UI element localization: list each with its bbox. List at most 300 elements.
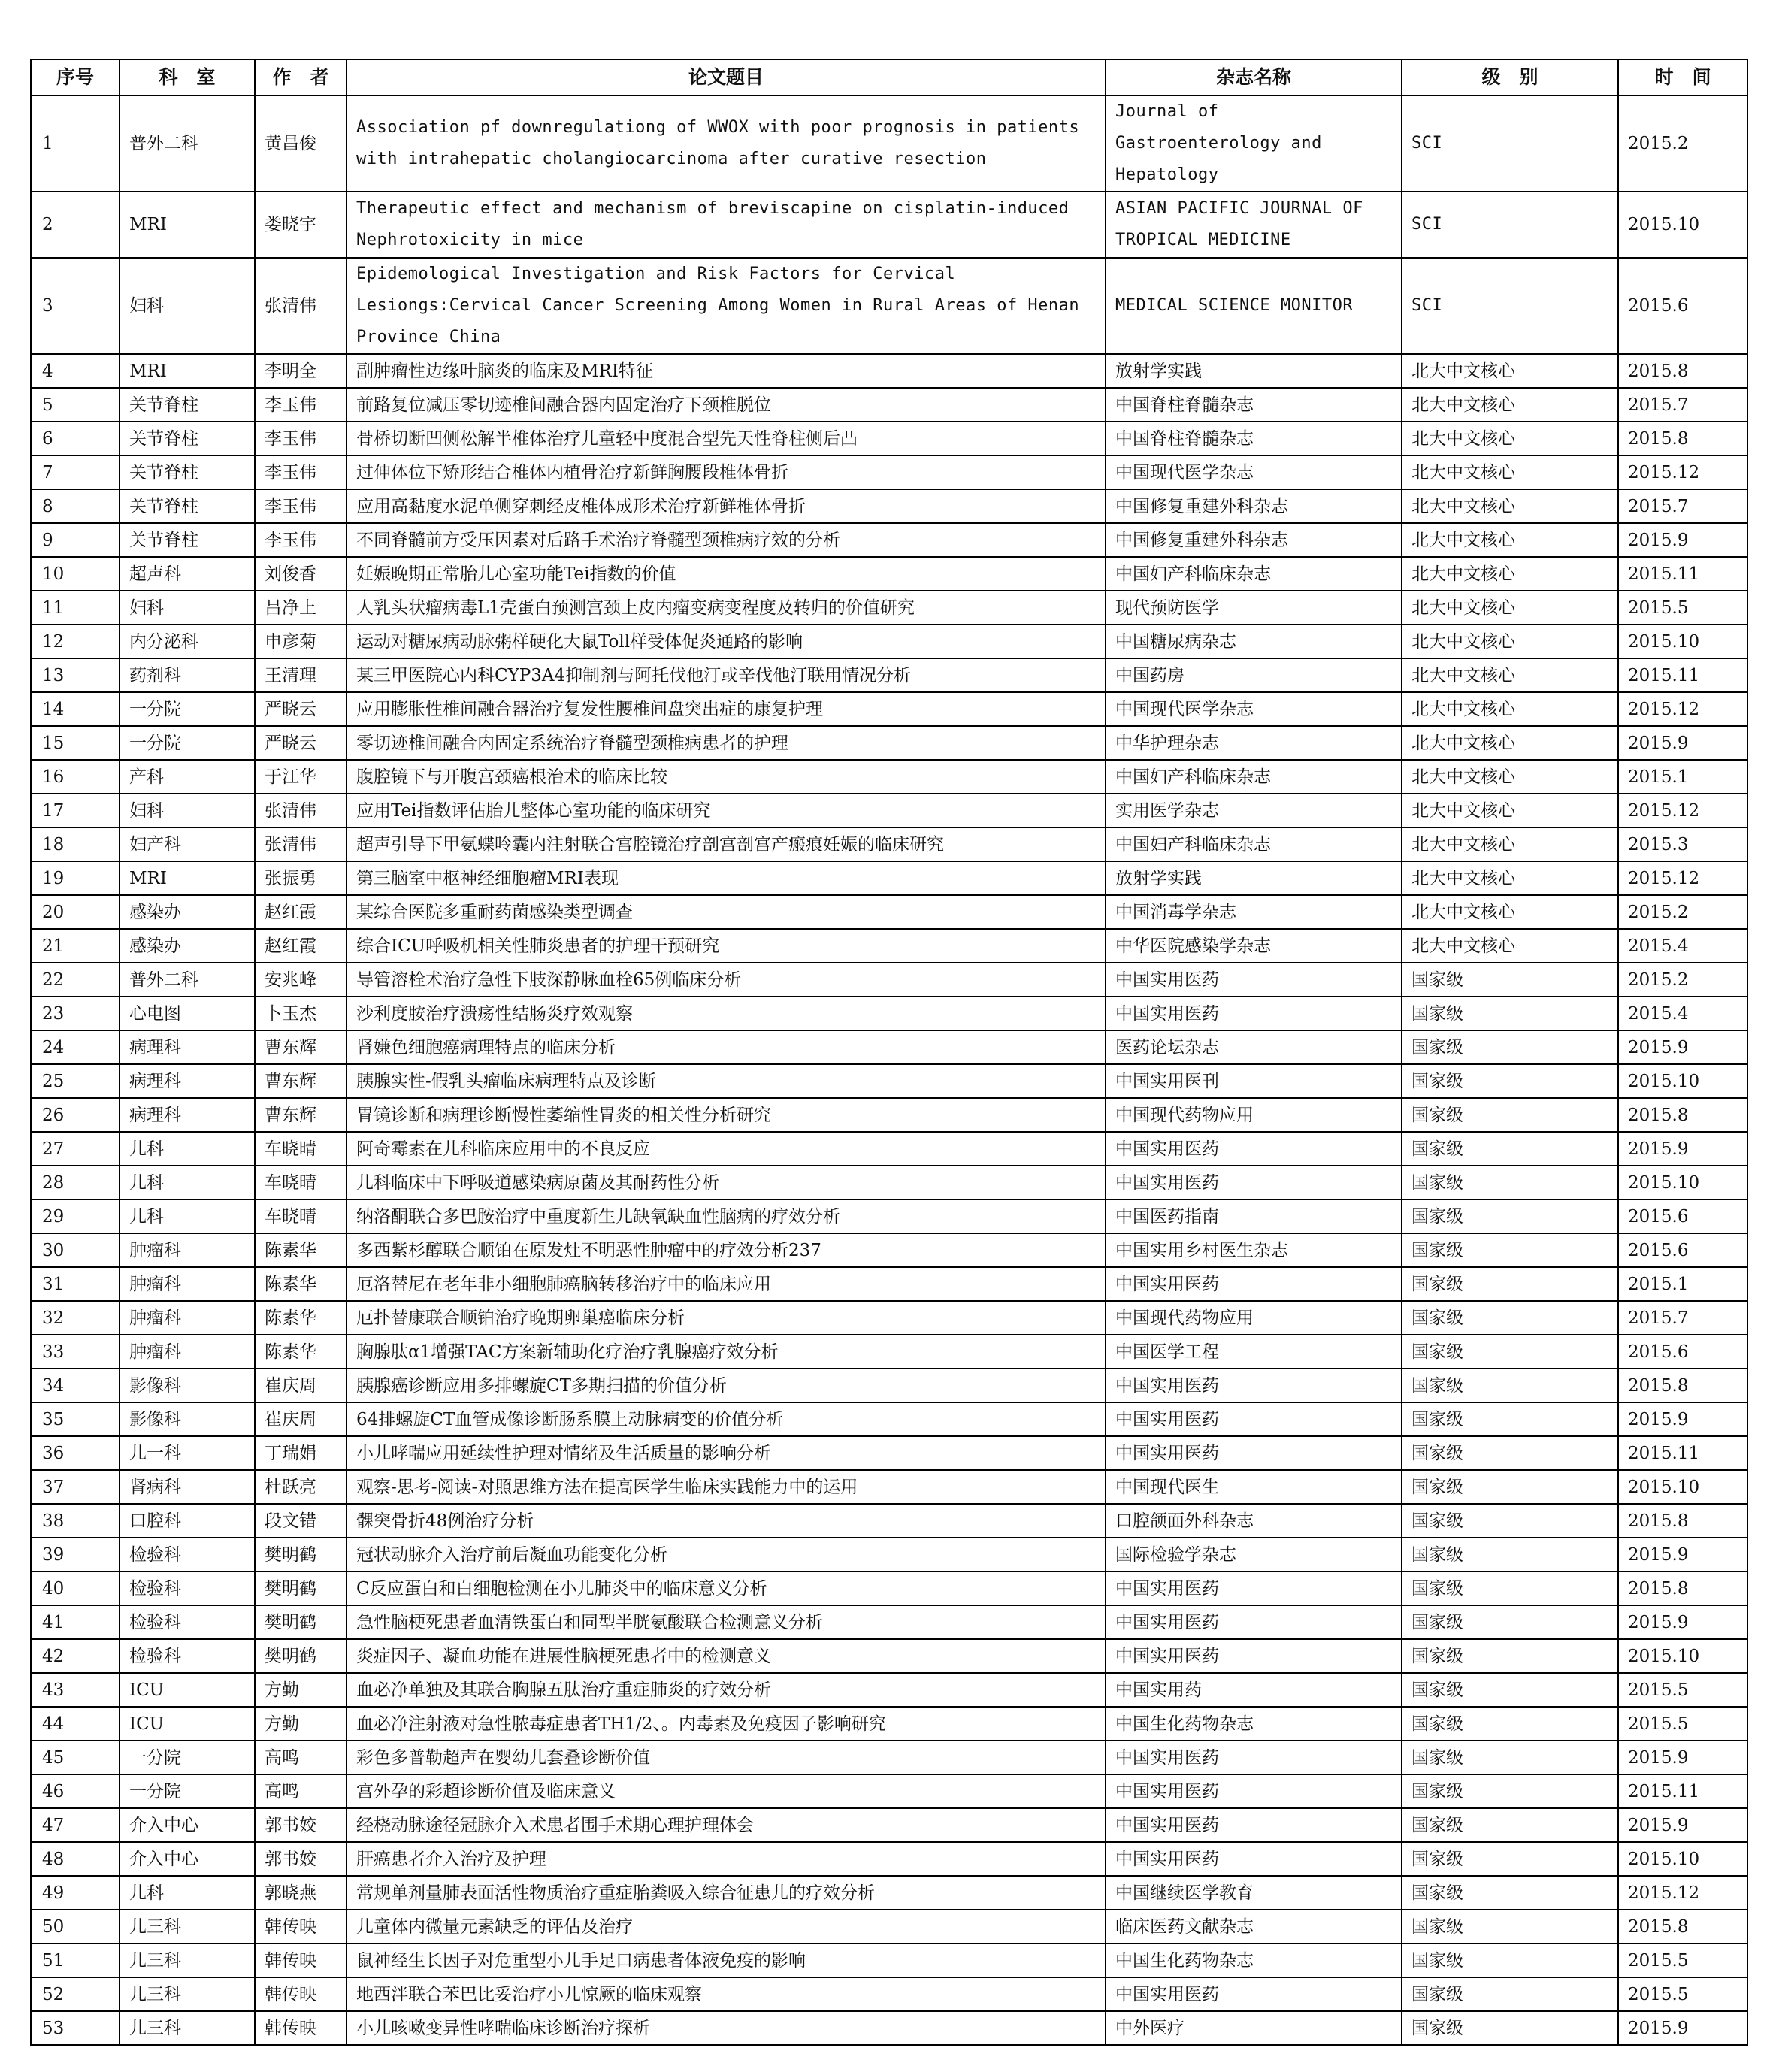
table-row [31, 929, 1747, 963]
row-index: 46 [31, 1774, 120, 1808]
row-department: 影像科 [120, 1402, 255, 1436]
row-level: 国家级 [1402, 963, 1618, 997]
row-author: 郭书姣 [255, 1808, 346, 1842]
row-level: 北大中文核心 [1402, 489, 1618, 523]
row-paper-title: 冠状动脉介入治疗前后凝血功能变化分析 [346, 1538, 1106, 1571]
row-index: 15 [31, 726, 120, 760]
table-row [31, 388, 1747, 422]
row-level: 国家级 [1402, 1605, 1618, 1639]
row-index: 40 [31, 1571, 120, 1605]
row-department: 儿科 [120, 1166, 255, 1199]
row-department: MRI [120, 354, 255, 388]
row-date: 2015.8 [1618, 1571, 1747, 1605]
row-paper-title: 沙利度胺治疗溃疡性结肠炎疗效观察 [346, 997, 1106, 1030]
row-journal: 中国脊柱脊髓杂志 [1106, 388, 1402, 422]
row-level: 北大中文核心 [1402, 455, 1618, 489]
row-date: 2015.4 [1618, 929, 1747, 963]
row-level: 北大中文核心 [1402, 895, 1618, 929]
row-index: 50 [31, 1910, 120, 1943]
row-paper-title: 小儿哮喘应用延续性护理对情绪及生活质量的影响分析 [346, 1436, 1106, 1470]
row-date: 2015.9 [1618, 523, 1747, 557]
row-author: 刘俊香 [255, 557, 346, 591]
row-department: 儿三科 [120, 1910, 255, 1943]
row-department: 关节脊柱 [120, 388, 255, 422]
row-paper-title: 过伸体位下矫形结合椎体内植骨治疗新鲜胸腰段椎体骨折 [346, 455, 1106, 489]
row-author: 丁瑞娟 [255, 1436, 346, 1470]
table-row [31, 1741, 1747, 1774]
row-author: 樊明鹤 [255, 1538, 346, 1571]
row-journal: 中国实用医药 [1106, 1369, 1402, 1402]
row-index: 14 [31, 692, 120, 726]
row-paper-title: 髁突骨折48例治疗分析 [346, 1504, 1106, 1538]
header-department: 科 室 [120, 59, 255, 95]
row-journal: 中国药房 [1106, 658, 1402, 692]
row-date: 2015.9 [1618, 1132, 1747, 1166]
row-level: 北大中文核心 [1402, 625, 1618, 658]
row-index: 33 [31, 1335, 120, 1369]
row-paper-title: 厄扑替康联合顺铂治疗晚期卵巢癌临床分析 [346, 1301, 1106, 1335]
row-journal: 放射学实践 [1106, 861, 1402, 895]
row-index: 34 [31, 1369, 120, 1402]
row-department: 病理科 [120, 1030, 255, 1064]
row-index: 37 [31, 1470, 120, 1504]
row-author: 段文错 [255, 1504, 346, 1538]
row-author: 车晓晴 [255, 1166, 346, 1199]
header-journal: 杂志名称 [1106, 59, 1402, 95]
table-row [31, 95, 1747, 192]
row-date: 2015.4 [1618, 997, 1747, 1030]
row-index: 48 [31, 1842, 120, 1876]
row-department: 检验科 [120, 1605, 255, 1639]
row-date: 2015.8 [1618, 354, 1747, 388]
row-index: 10 [31, 557, 120, 591]
row-department: 病理科 [120, 1064, 255, 1098]
row-journal: 口腔颌面外科杂志 [1106, 1504, 1402, 1538]
row-journal: 中华护理杂志 [1106, 726, 1402, 760]
row-index: 43 [31, 1673, 120, 1707]
row-journal: 中国妇产科临床杂志 [1106, 557, 1402, 591]
row-date: 2015.12 [1618, 1876, 1747, 1910]
row-level: 北大中文核心 [1402, 827, 1618, 861]
row-journal: 中国现代药物应用 [1106, 1098, 1402, 1132]
row-index: 1 [31, 95, 120, 192]
row-author: 车晓晴 [255, 1132, 346, 1166]
row-date: 2015.10 [1618, 1470, 1747, 1504]
row-journal: 放射学实践 [1106, 354, 1402, 388]
row-paper-title: Association pf downregulationg of WWOX with poor prognosis in patients with intrahepatic cholangiocarcinoma after curative resection [346, 95, 1106, 192]
row-journal: 中国实用医药 [1106, 1808, 1402, 1842]
row-date: 2015.12 [1618, 861, 1747, 895]
header-date: 时 间 [1618, 59, 1747, 95]
row-level: 国家级 [1402, 1741, 1618, 1774]
table-row [31, 726, 1747, 760]
row-department: MRI [120, 861, 255, 895]
row-author: 王清理 [255, 658, 346, 692]
header-index: 序号 [31, 59, 120, 95]
row-department: 关节脊柱 [120, 422, 255, 455]
row-paper-title: 常规单剂量肺表面活性物质治疗重症胎粪吸入综合征患儿的疗效分析 [346, 1876, 1106, 1910]
row-date: 2015.10 [1618, 625, 1747, 658]
table-row [31, 997, 1747, 1030]
table-row [31, 895, 1747, 929]
row-level: 国家级 [1402, 1369, 1618, 1402]
row-date: 2015.6 [1618, 258, 1747, 354]
row-journal: 中国修复重建外科杂志 [1106, 523, 1402, 557]
row-author: 李明全 [255, 354, 346, 388]
row-department: 一分院 [120, 692, 255, 726]
row-level: 国家级 [1402, 1470, 1618, 1504]
row-paper-title: 胰腺癌诊断应用多排螺旋CT多期扫描的价值分析 [346, 1369, 1106, 1402]
row-author: 李玉伟 [255, 455, 346, 489]
table-row [31, 625, 1747, 658]
row-level: 国家级 [1402, 1707, 1618, 1741]
row-journal: 中国实用乡村医生杂志 [1106, 1233, 1402, 1267]
row-paper-title: 地西泮联合苯巴比妥治疗小儿惊厥的临床观察 [346, 1977, 1106, 2011]
row-level: 北大中文核心 [1402, 658, 1618, 692]
row-department: 肿瘤科 [120, 1335, 255, 1369]
row-date: 2015.8 [1618, 1369, 1747, 1402]
publication-table [30, 59, 1748, 2046]
row-department: 儿三科 [120, 1943, 255, 1977]
row-date: 2015.10 [1618, 1166, 1747, 1199]
row-journal: 中国妇产科临床杂志 [1106, 760, 1402, 794]
row-date: 2015.5 [1618, 1943, 1747, 1977]
header-author: 作 者 [255, 59, 346, 95]
row-author: 张清伟 [255, 794, 346, 827]
table-row [31, 794, 1747, 827]
header-row [31, 59, 1747, 95]
row-level: 国家级 [1402, 1943, 1618, 1977]
table-row [31, 455, 1747, 489]
row-department: 关节脊柱 [120, 523, 255, 557]
row-department: 肿瘤科 [120, 1233, 255, 1267]
table-row [31, 1808, 1747, 1842]
table-row [31, 489, 1747, 523]
row-department: 感染办 [120, 929, 255, 963]
table-row [31, 1267, 1747, 1301]
table-row [31, 1470, 1747, 1504]
row-paper-title: 纳洛酮联合多巴胺治疗中重度新生儿缺氧缺血性脑病的疗效分析 [346, 1199, 1106, 1233]
row-journal: 中国现代医学杂志 [1106, 455, 1402, 489]
row-author: 曹东辉 [255, 1098, 346, 1132]
table-row [31, 192, 1747, 258]
row-department: 儿科 [120, 1132, 255, 1166]
row-author: 韩传映 [255, 1977, 346, 2011]
row-date: 2015.9 [1618, 726, 1747, 760]
row-paper-title: 彩色多普勒超声在婴幼儿套叠诊断价值 [346, 1741, 1106, 1774]
row-department: 介入中心 [120, 1808, 255, 1842]
row-level: 北大中文核心 [1402, 929, 1618, 963]
row-journal: 中华医院感染学杂志 [1106, 929, 1402, 963]
row-author: 郭晓燕 [255, 1876, 346, 1910]
table-row [31, 258, 1747, 354]
row-journal: 中国现代药物应用 [1106, 1301, 1402, 1335]
row-index: 20 [31, 895, 120, 929]
row-author: 安兆峰 [255, 963, 346, 997]
row-author: 韩传映 [255, 1943, 346, 1977]
table-row [31, 354, 1747, 388]
row-index: 8 [31, 489, 120, 523]
table-row [31, 1030, 1747, 1064]
row-journal: 中国医药指南 [1106, 1199, 1402, 1233]
row-department: 药剂科 [120, 658, 255, 692]
row-date: 2015.9 [1618, 1741, 1747, 1774]
row-journal: 中国实用医药 [1106, 1605, 1402, 1639]
row-paper-title: Epidemological Investigation and Risk Factors for Cervical Lesiongs:Cervical Cancer Screening Among Women in Rural Areas of Henan Province China [346, 258, 1106, 354]
header-level: 级 别 [1402, 59, 1618, 95]
row-paper-title: 小儿咳嗽变异性哮喘临床诊断治疗探析 [346, 2011, 1106, 2045]
row-department: 一分院 [120, 1774, 255, 1808]
row-author: 卜玉杰 [255, 997, 346, 1030]
row-author: 陈素华 [255, 1233, 346, 1267]
row-level: 国家级 [1402, 1301, 1618, 1335]
row-author: 陈素华 [255, 1267, 346, 1301]
row-department: 儿科 [120, 1199, 255, 1233]
row-index: 22 [31, 963, 120, 997]
row-department: 超声科 [120, 557, 255, 591]
row-journal: 中国实用医药 [1106, 963, 1402, 997]
row-journal: 中国实用医药 [1106, 1132, 1402, 1166]
row-department: 儿科 [120, 1876, 255, 1910]
row-level: 国家级 [1402, 1098, 1618, 1132]
row-level: 国家级 [1402, 1233, 1618, 1267]
row-date: 2015.10 [1618, 1064, 1747, 1098]
row-paper-title: 儿科临床中下呼吸道感染病原菌及其耐药性分析 [346, 1166, 1106, 1199]
row-level: 国家级 [1402, 2011, 1618, 2045]
row-date: 2015.10 [1618, 192, 1747, 258]
row-author: 樊明鹤 [255, 1605, 346, 1639]
row-index: 2 [31, 192, 120, 258]
row-author: 崔庆周 [255, 1369, 346, 1402]
row-index: 45 [31, 1741, 120, 1774]
row-level: 国家级 [1402, 1571, 1618, 1605]
row-date: 2015.10 [1618, 1639, 1747, 1673]
row-date: 2015.8 [1618, 1504, 1747, 1538]
row-author: 严晓云 [255, 692, 346, 726]
row-date: 2015.2 [1618, 963, 1747, 997]
row-date: 2015.12 [1618, 794, 1747, 827]
row-paper-title: 妊娠晚期正常胎儿心室功能Tei指数的价值 [346, 557, 1106, 591]
row-paper-title: 64排螺旋CT血管成像诊断肠系膜上动脉病变的价值分析 [346, 1402, 1106, 1436]
row-paper-title: 应用膨胀性椎间融合器治疗复发性腰椎间盘突出症的康复护理 [346, 692, 1106, 726]
row-paper-title: 急性脑梗死患者血清铁蛋白和同型半胱氨酸联合检测意义分析 [346, 1605, 1106, 1639]
row-paper-title: 副肿瘤性边缘叶脑炎的临床及MRI特征 [346, 354, 1106, 388]
row-journal: 中国实用医药 [1106, 1639, 1402, 1673]
row-date: 2015.6 [1618, 1335, 1747, 1369]
row-date: 2015.12 [1618, 692, 1747, 726]
row-date: 2015.3 [1618, 827, 1747, 861]
table-row [31, 1132, 1747, 1166]
table-row [31, 1064, 1747, 1098]
row-journal: 实用医学杂志 [1106, 794, 1402, 827]
row-department: 关节脊柱 [120, 489, 255, 523]
row-department: 一分院 [120, 1741, 255, 1774]
row-department: 儿一科 [120, 1436, 255, 1470]
row-paper-title: 腹腔镜下与开腹宫颈癌根治术的临床比较 [346, 760, 1106, 794]
row-author: 李玉伟 [255, 422, 346, 455]
row-index: 13 [31, 658, 120, 692]
row-level: 北大中文核心 [1402, 557, 1618, 591]
row-level: 北大中文核心 [1402, 726, 1618, 760]
row-journal: 国际检验学杂志 [1106, 1538, 1402, 1571]
row-department: ICU [120, 1673, 255, 1707]
row-journal: 中国实用医药 [1106, 1267, 1402, 1301]
table-row [31, 1504, 1747, 1538]
row-date: 2015.11 [1618, 658, 1747, 692]
row-journal: 中国实用医药 [1106, 1741, 1402, 1774]
row-index: 9 [31, 523, 120, 557]
table-row [31, 827, 1747, 861]
row-department: 肾病科 [120, 1470, 255, 1504]
row-paper-title: 观察-思考-阅读-对照思维方法在提高医学生临床实践能力中的运用 [346, 1470, 1106, 1504]
table-row [31, 1673, 1747, 1707]
row-journal: 中国修复重建外科杂志 [1106, 489, 1402, 523]
row-date: 2015.8 [1618, 422, 1747, 455]
table-row [31, 1538, 1747, 1571]
row-paper-title: 肝癌患者介入治疗及护理 [346, 1842, 1106, 1876]
row-paper-title: 炎症因子、凝血功能在进展性脑梗死患者中的检测意义 [346, 1639, 1106, 1673]
table-row [31, 963, 1747, 997]
row-index: 42 [31, 1639, 120, 1673]
row-index: 51 [31, 1943, 120, 1977]
row-department: ICU [120, 1707, 255, 1741]
row-department: 检验科 [120, 1538, 255, 1571]
row-level: SCI [1402, 95, 1618, 192]
row-journal: 中国现代医生 [1106, 1470, 1402, 1504]
row-date: 2015.8 [1618, 1910, 1747, 1943]
row-index: 21 [31, 929, 120, 963]
row-department: 妇科 [120, 794, 255, 827]
row-level: 国家级 [1402, 1436, 1618, 1470]
row-date: 2015.5 [1618, 1673, 1747, 1707]
row-level: SCI [1402, 192, 1618, 258]
row-department: 病理科 [120, 1098, 255, 1132]
row-level: 国家级 [1402, 1808, 1618, 1842]
row-date: 2015.5 [1618, 1977, 1747, 2011]
row-journal: 中国医学工程 [1106, 1335, 1402, 1369]
header-paper-title: 论文题目 [346, 59, 1106, 95]
row-paper-title: 胃镜诊断和病理诊断慢性萎缩性胃炎的相关性分析研究 [346, 1098, 1106, 1132]
row-author: 陈素华 [255, 1301, 346, 1335]
row-author: 李玉伟 [255, 523, 346, 557]
row-level: 北大中文核心 [1402, 861, 1618, 895]
row-date: 2015.6 [1618, 1199, 1747, 1233]
row-author: 李玉伟 [255, 388, 346, 422]
row-journal: 中国实用医药 [1106, 1774, 1402, 1808]
row-author: 严晓云 [255, 726, 346, 760]
row-journal: 中国现代医学杂志 [1106, 692, 1402, 726]
table-row [31, 1199, 1747, 1233]
row-index: 18 [31, 827, 120, 861]
row-index: 39 [31, 1538, 120, 1571]
row-level: 北大中文核心 [1402, 523, 1618, 557]
row-author: 车晓晴 [255, 1199, 346, 1233]
row-journal: 中国实用医药 [1106, 1436, 1402, 1470]
row-author: 张清伟 [255, 258, 346, 354]
row-department: MRI [120, 192, 255, 258]
row-journal: 中国生化药物杂志 [1106, 1707, 1402, 1741]
row-author: 樊明鹤 [255, 1571, 346, 1605]
row-date: 2015.12 [1618, 455, 1747, 489]
row-date: 2015.7 [1618, 1301, 1747, 1335]
row-index: 23 [31, 997, 120, 1030]
row-date: 2015.1 [1618, 1267, 1747, 1301]
table-row [31, 591, 1747, 625]
row-date: 2015.10 [1618, 1842, 1747, 1876]
row-paper-title: 人乳头状瘤病毒L1壳蛋白预测宫颈上皮内瘤变病变程度及转归的价值研究 [346, 591, 1106, 625]
table-row [31, 1233, 1747, 1267]
row-level: 国家级 [1402, 997, 1618, 1030]
row-department: 肿瘤科 [120, 1267, 255, 1301]
row-department: 心电图 [120, 997, 255, 1030]
table-row [31, 1335, 1747, 1369]
row-date: 2015.9 [1618, 1030, 1747, 1064]
row-level: 国家级 [1402, 1030, 1618, 1064]
row-author: 樊明鹤 [255, 1639, 346, 1673]
row-level: 国家级 [1402, 1538, 1618, 1571]
row-index: 27 [31, 1132, 120, 1166]
row-journal: 现代预防医学 [1106, 591, 1402, 625]
row-index: 11 [31, 591, 120, 625]
row-department: 儿三科 [120, 1977, 255, 2011]
row-paper-title: 血必净单独及其联合胸腺五肽治疗重症肺炎的疗效分析 [346, 1673, 1106, 1707]
row-index: 41 [31, 1605, 120, 1639]
row-journal: 中外医疗 [1106, 2011, 1402, 2045]
row-level: 国家级 [1402, 1504, 1618, 1538]
row-index: 52 [31, 1977, 120, 2011]
row-index: 32 [31, 1301, 120, 1335]
table-row [31, 1943, 1747, 1977]
row-author: 赵红霞 [255, 895, 346, 929]
row-date: 2015.6 [1618, 1233, 1747, 1267]
row-department: 检验科 [120, 1639, 255, 1673]
row-author: 方勤 [255, 1707, 346, 1741]
table-row [31, 1707, 1747, 1741]
row-level: 国家级 [1402, 1910, 1618, 1943]
row-journal: 中国糖尿病杂志 [1106, 625, 1402, 658]
row-level: 北大中文核心 [1402, 692, 1618, 726]
row-index: 5 [31, 388, 120, 422]
row-journal: 中国妇产科临床杂志 [1106, 827, 1402, 861]
row-journal: 临床医药文献杂志 [1106, 1910, 1402, 1943]
table-row [31, 1876, 1747, 1910]
row-paper-title: C反应蛋白和白细胞检测在小儿肺炎中的临床意义分析 [346, 1571, 1106, 1605]
row-journal: 中国实用药 [1106, 1673, 1402, 1707]
row-level: 国家级 [1402, 1774, 1618, 1808]
table-row [31, 692, 1747, 726]
row-journal: 中国实用医药 [1106, 1402, 1402, 1436]
row-department: 妇产科 [120, 827, 255, 861]
row-journal: 中国脊柱脊髓杂志 [1106, 422, 1402, 455]
row-date: 2015.11 [1618, 1436, 1747, 1470]
row-journal: 中国实用医药 [1106, 1977, 1402, 2011]
row-department: 普外二科 [120, 95, 255, 192]
row-paper-title: 儿童体内微量元素缺乏的评估及治疗 [346, 1910, 1106, 1943]
table-row [31, 1436, 1747, 1470]
row-date: 2015.11 [1618, 1774, 1747, 1808]
table-row [31, 1098, 1747, 1132]
row-author: 于江华 [255, 760, 346, 794]
row-author: 韩传映 [255, 1910, 346, 1943]
row-paper-title: 不同脊髓前方受压因素对后路手术治疗脊髓型颈椎病疗效的分析 [346, 523, 1106, 557]
row-level: 国家级 [1402, 1402, 1618, 1436]
row-author: 韩传映 [255, 2011, 346, 2045]
row-level: 北大中文核心 [1402, 388, 1618, 422]
row-author: 娄晓宇 [255, 192, 346, 258]
row-index: 49 [31, 1876, 120, 1910]
row-department: 内分泌科 [120, 625, 255, 658]
row-index: 3 [31, 258, 120, 354]
